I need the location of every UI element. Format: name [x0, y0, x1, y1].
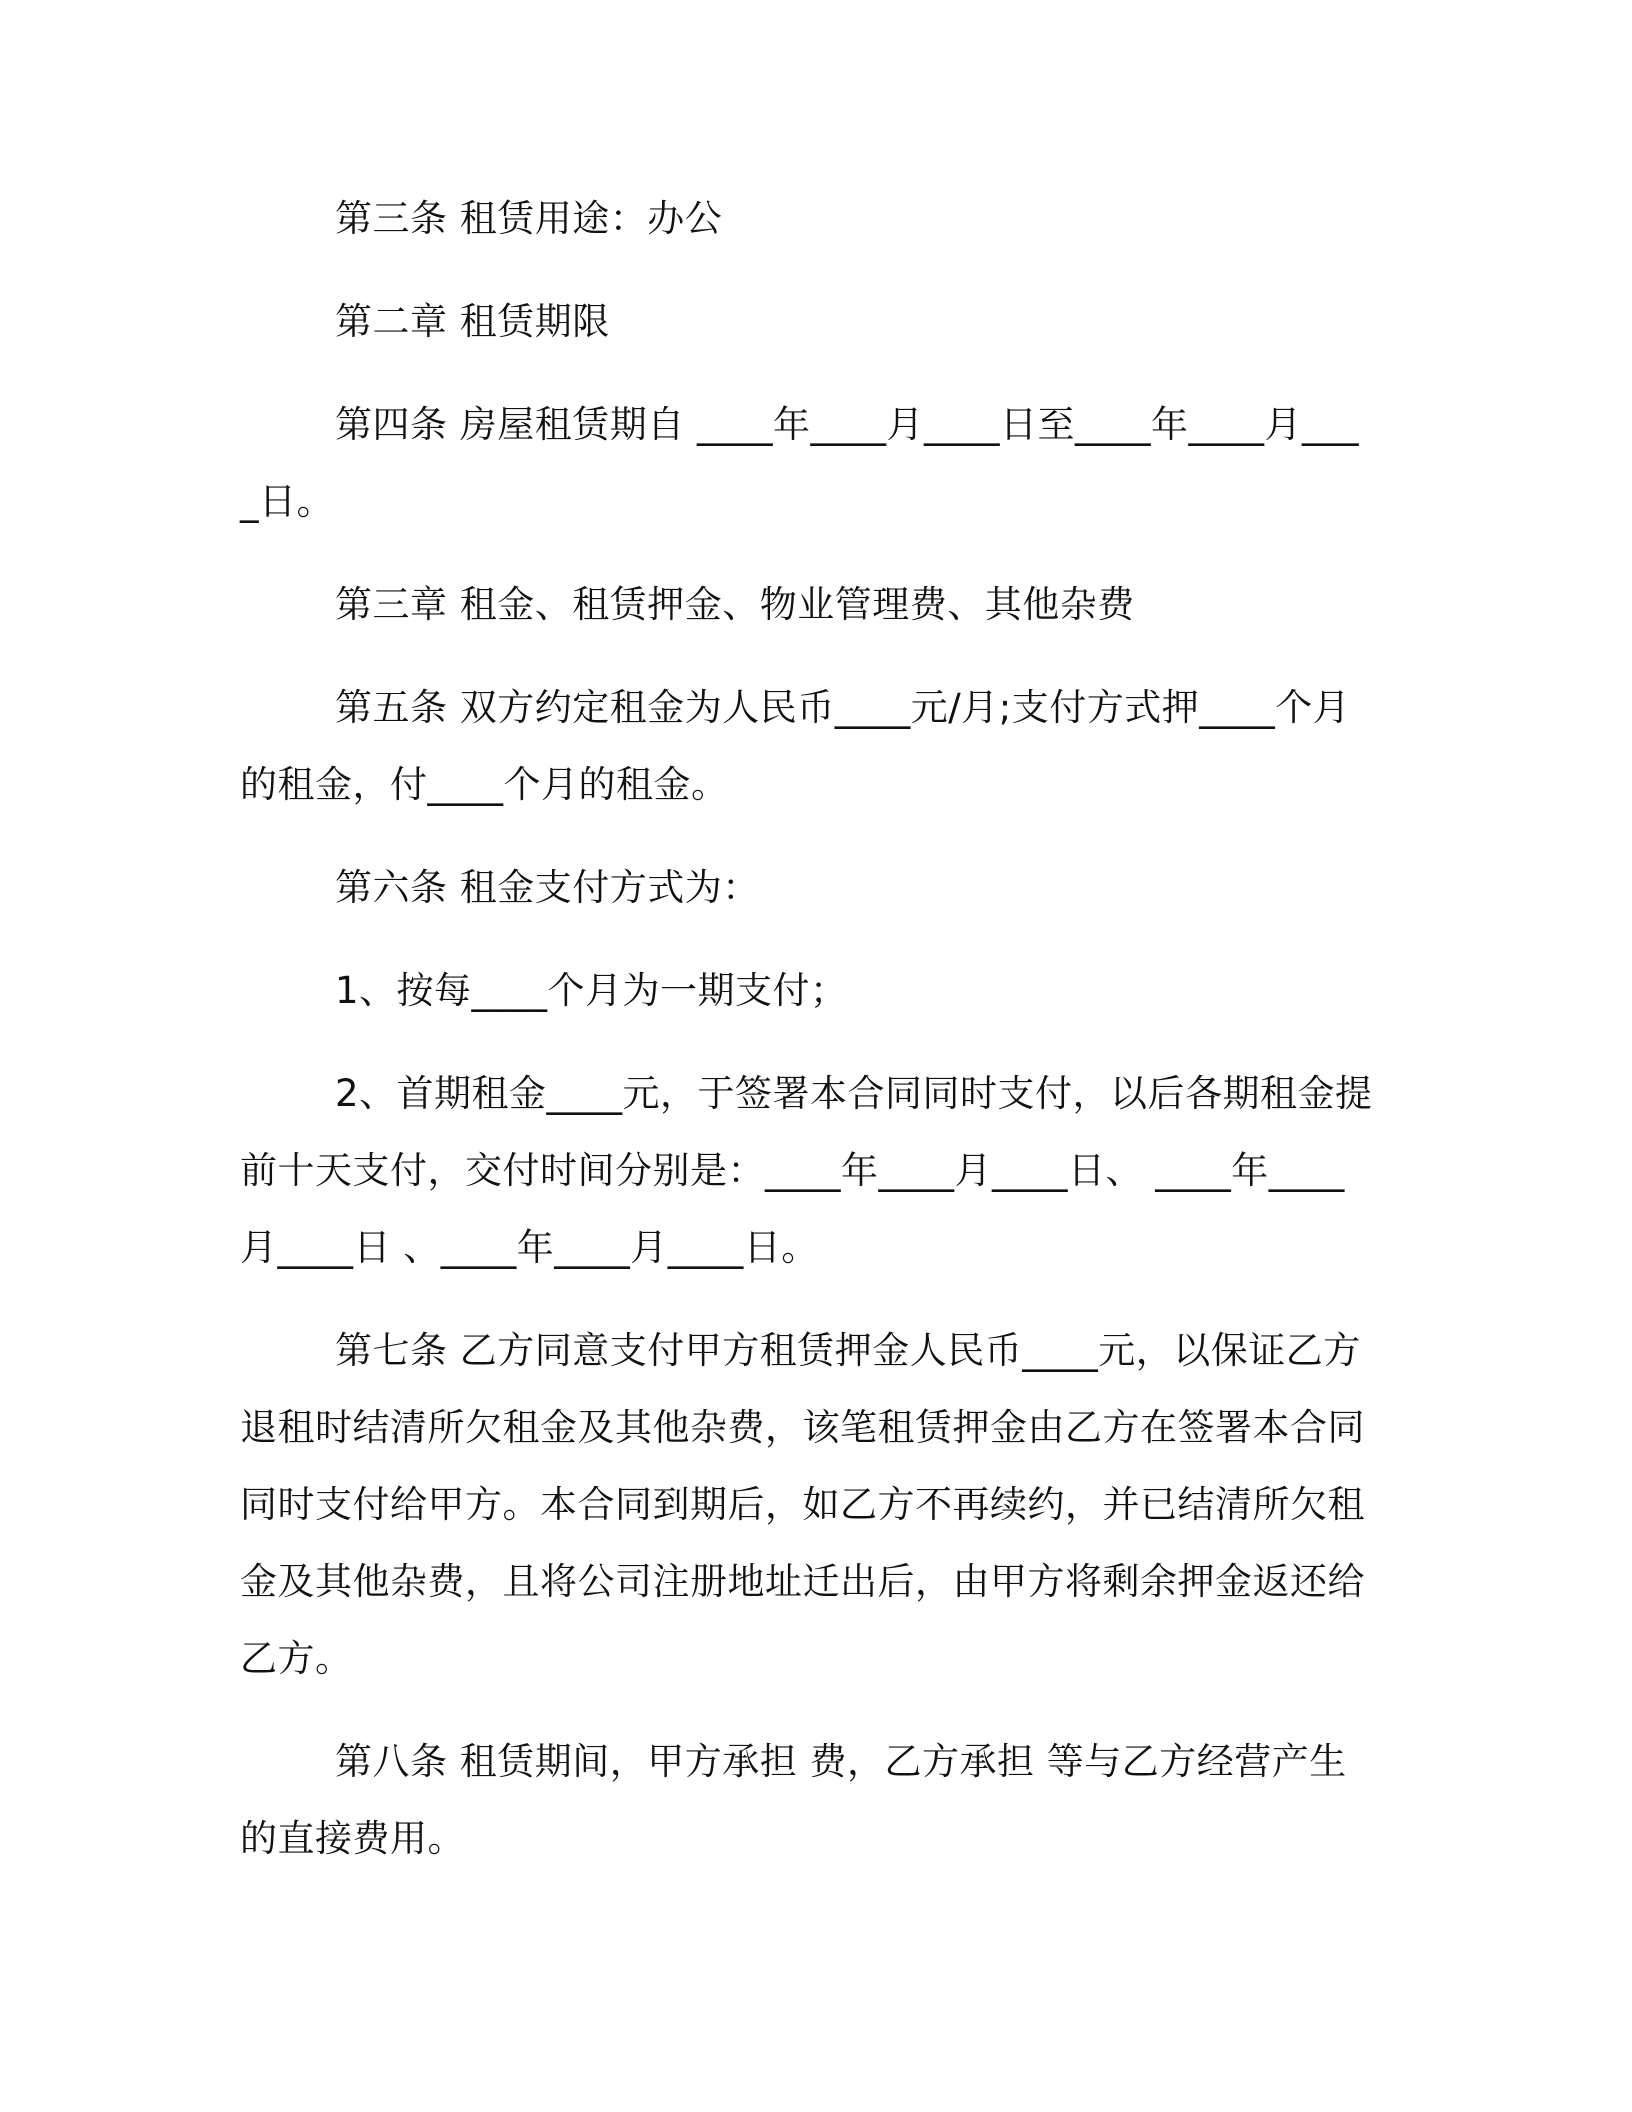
- article-7-deposit: 第七条 乙方同意支付甲方租赁押金人民币____元，以保证乙方退租时结清所欠租金及其他杂费，该笔租赁押金由乙方在签署本合同同时支付给甲方。本合同到期后，如乙方不再续约，并已结清所欠租金及其他杂费，且将公司注册地址迁出后，由甲方将剩余押金返还给乙方。: [240, 1329, 1365, 1680]
- chapter-3-heading: 第三章 租金、租赁押金、物业管理费、其他杂费: [335, 583, 1135, 626]
- article-3-usage: 第三条 租赁用途：办公: [335, 197, 723, 240]
- payment-item-1: 1、按每____个月为一期支付；: [335, 969, 848, 1012]
- article-4-term: 第四条 房屋租赁期自 ____年____月____日至____年____月____日。: [240, 403, 1360, 523]
- article-6-payment: 第六条 租金支付方式为：: [335, 866, 760, 909]
- article-8-expenses: 第八条 租赁期间，甲方承担 费，乙方承担 等与乙方经营产生的直接费用。: [240, 1740, 1347, 1860]
- chapter-2-heading: 第二章 租赁期限: [335, 300, 610, 343]
- article-5-rent: 第五条 双方约定租金为人民币____元/月;支付方式押____个月的租金，付____个月的租金。: [240, 686, 1351, 806]
- payment-item-2: 2、首期租金____元，于签署本合同同时支付，以后各期租金提前十天支付，交付时间分别是：____年____月____日、 ____年____月____日 、____年____月____日。: [240, 1072, 1373, 1269]
